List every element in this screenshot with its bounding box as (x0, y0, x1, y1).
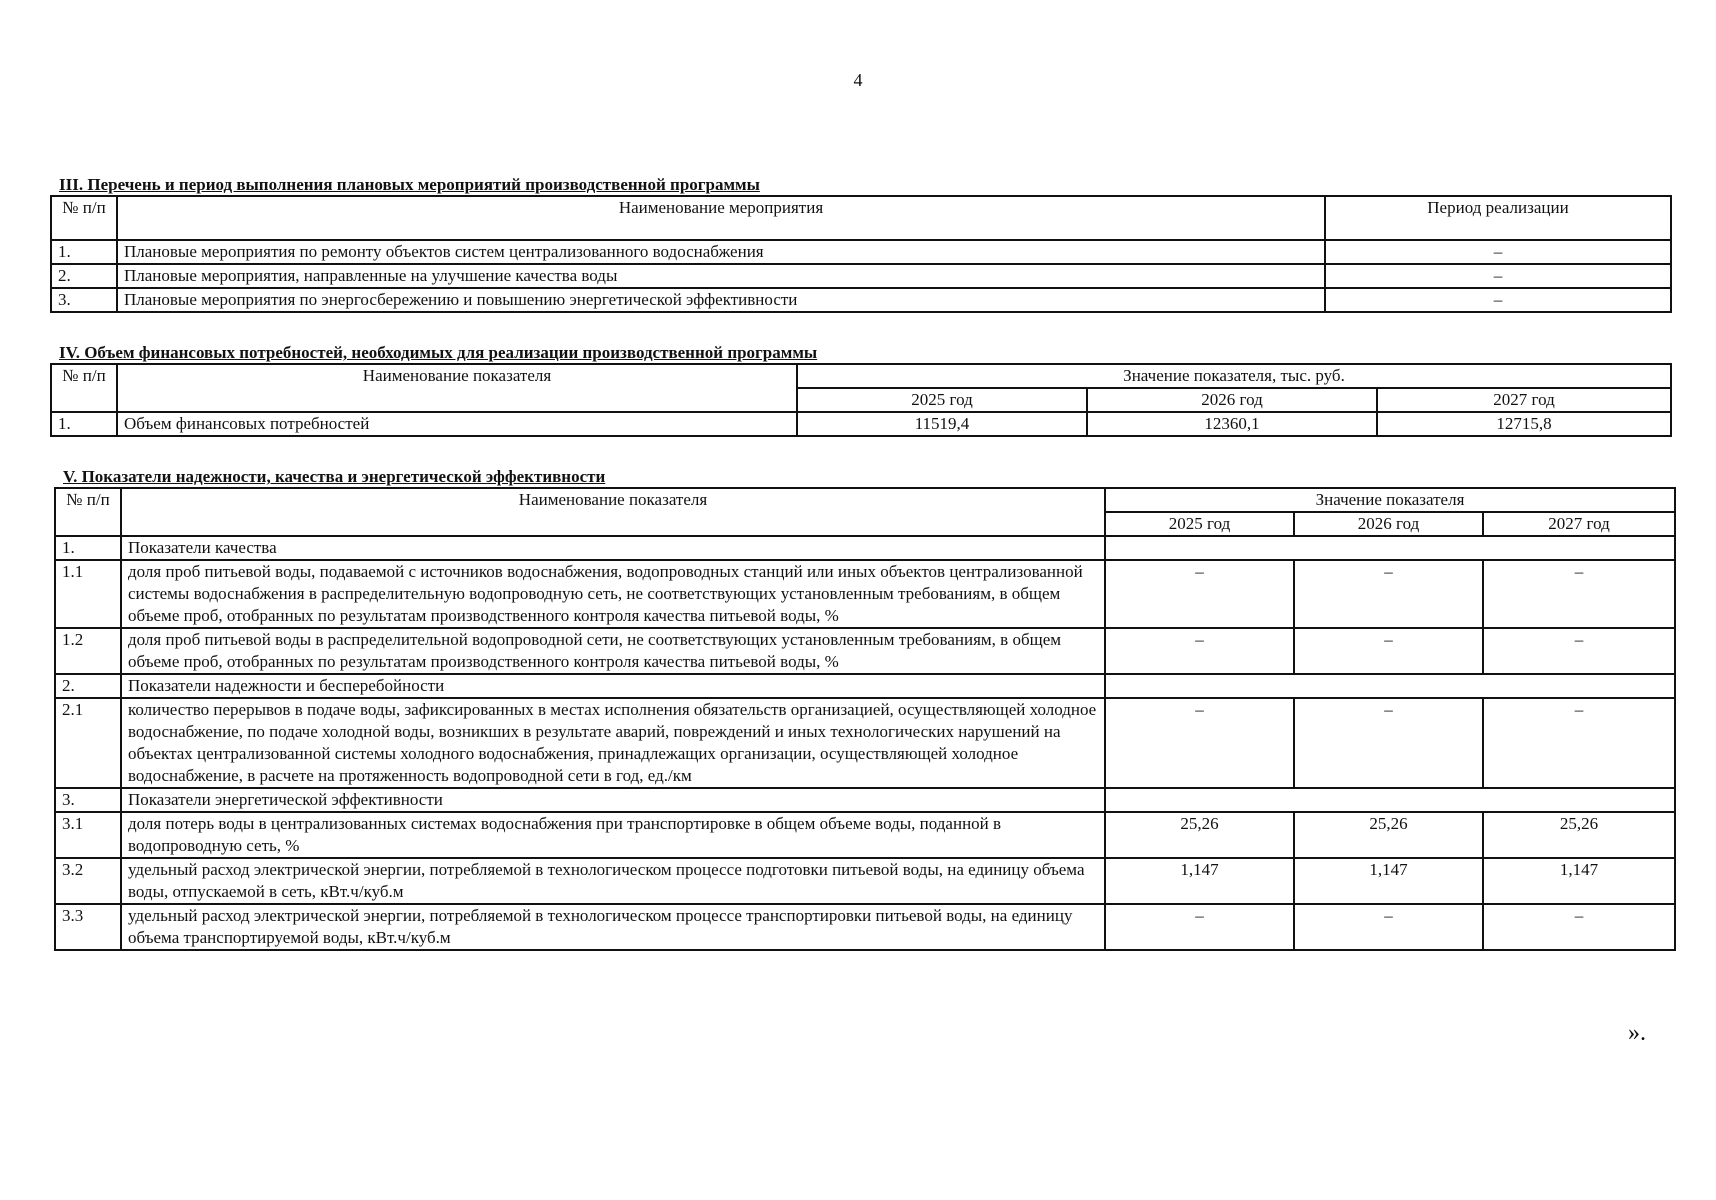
header-year: 2027 год (1377, 388, 1671, 412)
row-num: 1.2 (55, 628, 121, 674)
row-num: 1. (51, 412, 117, 436)
row-value: – (1483, 904, 1675, 950)
row-num: 2.1 (55, 698, 121, 788)
row-name: Показатели надежности и бесперебойности (121, 674, 1105, 698)
row-name: Объем финансовых потребностей (117, 412, 797, 436)
table-row (51, 240, 1671, 264)
row-value: 25,26 (1294, 812, 1483, 858)
section-3-table (50, 195, 1672, 313)
header-year: 2026 год (1294, 512, 1483, 536)
row-value: 1,147 (1294, 858, 1483, 904)
row-num: 1. (51, 240, 117, 264)
row-num: 2. (51, 264, 117, 288)
closing-quote-mark: ». (1628, 1020, 1646, 1046)
row-name: Плановые мероприятия по энергосбережению и повышению энергетической эффективности (117, 288, 1325, 312)
page-number: 4 (853, 70, 863, 90)
header-year: 2027 год (1483, 512, 1675, 536)
row-value: – (1105, 628, 1294, 674)
row-name: удельный расход электрической энергии, потребляемой в технологическом процессе транспортировки питьевой воды, на единицу объема транспортируемой воды, кВт.ч/куб.м (121, 904, 1105, 950)
header-name: Наименование мероприятия (117, 196, 1325, 240)
section-5 (54, 467, 1676, 951)
table-row-group (55, 536, 1675, 560)
row-num: 1. (55, 536, 121, 560)
table-row (55, 560, 1675, 628)
table-row (55, 858, 1675, 904)
row-value-empty (1105, 788, 1675, 812)
row-num: 3.3 (55, 904, 121, 950)
row-value: – (1294, 698, 1483, 788)
row-name: доля проб питьевой воды, подаваемой с источников водоснабжения, водопроводных станций или иных объектов централизованной системы водоснабжения в распределительную водопроводную сеть, не соответствующих установленным требованиям, в общем объеме проб, отобранных по результатам производственного контроля качества питьевой воды, % (121, 560, 1105, 628)
header-num: № п/п (55, 488, 121, 536)
table-row (55, 904, 1675, 950)
row-name: удельный расход электрической энергии, потребляемой в технологическом процессе подготовки питьевой воды, на единицу объема воды, отпускаемой в сеть, кВт.ч/куб.м (121, 858, 1105, 904)
header-value: Значение показателя (1105, 488, 1675, 512)
row-period: – (1325, 240, 1671, 264)
section-3-title: III. Перечень и период выполнения плановых мероприятий производственной программы (59, 175, 760, 194)
row-num: 3.2 (55, 858, 121, 904)
table-row (55, 812, 1675, 858)
header-year: 2025 год (797, 388, 1087, 412)
row-value: – (1483, 698, 1675, 788)
row-value: 1,147 (1105, 858, 1294, 904)
table-row (55, 628, 1675, 674)
section-4-title: IV. Объем финансовых потребностей, необходимых для реализации производственной программы (59, 343, 818, 362)
header-num: № п/п (51, 196, 117, 240)
row-value-empty (1105, 674, 1675, 698)
section-4-table (50, 363, 1672, 437)
section-5-table (54, 487, 1676, 951)
row-value: – (1105, 904, 1294, 950)
row-num: 2. (55, 674, 121, 698)
row-value-empty (1105, 536, 1675, 560)
header-period: Период реализации (1325, 196, 1671, 240)
row-name: доля потерь воды в централизованных системах водоснабжения при транспортировке в общем объеме воды, поданной в водопроводную сеть, % (121, 812, 1105, 858)
row-value: 25,26 (1105, 812, 1294, 858)
table-row-group (55, 674, 1675, 698)
row-num: 1.1 (55, 560, 121, 628)
header-value: Значение показателя, тыс. руб. (797, 364, 1671, 388)
table-row (51, 412, 1671, 436)
row-num: 3.1 (55, 812, 121, 858)
row-name: Плановые мероприятия по ремонту объектов систем централизованного водоснабжения (117, 240, 1325, 264)
row-value: – (1105, 560, 1294, 628)
row-period: – (1325, 264, 1671, 288)
row-name: Плановые мероприятия, направленные на улучшение качества воды (117, 264, 1325, 288)
row-value: 25,26 (1483, 812, 1675, 858)
table-row (51, 288, 1671, 312)
row-name: Показатели энергетической эффективности (121, 788, 1105, 812)
row-value: – (1294, 904, 1483, 950)
row-name: количество перерывов в подаче воды, зафиксированных в местах исполнения обязательств организацией, осуществляющей холодное водоснабжение, по подаче холодной воды, возникших в результате аварий, повреждений и иных технологических нарушений на объектах централизованной системы холодного водоснабжения, принадлежащих организации, осуществляющей холодное водоснабжение, в расчете на протяженность водопроводной сети в год, ед./км (121, 698, 1105, 788)
row-name: Показатели качества (121, 536, 1105, 560)
row-num: 3. (55, 788, 121, 812)
header-year: 2025 год (1105, 512, 1294, 536)
row-value: 11519,4 (797, 412, 1087, 436)
header-name: Наименование показателя (117, 364, 797, 412)
header-num: № п/п (51, 364, 117, 412)
table-row (55, 698, 1675, 788)
row-value: – (1105, 698, 1294, 788)
section-5-title: V. Показатели надежности, качества и энергетической эффективности (63, 467, 606, 486)
row-name: доля проб питьевой воды в распределительной водопроводной сети, не соответствующих установленным требованиям, в общем объеме проб, отобранных по результатам производственного контроля качества питьевой воды, % (121, 628, 1105, 674)
row-value: 12715,8 (1377, 412, 1671, 436)
row-value: 1,147 (1483, 858, 1675, 904)
row-value: – (1483, 560, 1675, 628)
section-4 (50, 343, 1672, 437)
row-value: 12360,1 (1087, 412, 1377, 436)
table-row-group (55, 788, 1675, 812)
header-name: Наименование показателя (121, 488, 1105, 536)
row-value: – (1294, 628, 1483, 674)
table-row (51, 264, 1671, 288)
row-value: – (1483, 628, 1675, 674)
row-value: – (1294, 560, 1483, 628)
section-3 (50, 175, 1672, 313)
header-year: 2026 год (1087, 388, 1377, 412)
row-period: – (1325, 288, 1671, 312)
row-num: 3. (51, 288, 117, 312)
